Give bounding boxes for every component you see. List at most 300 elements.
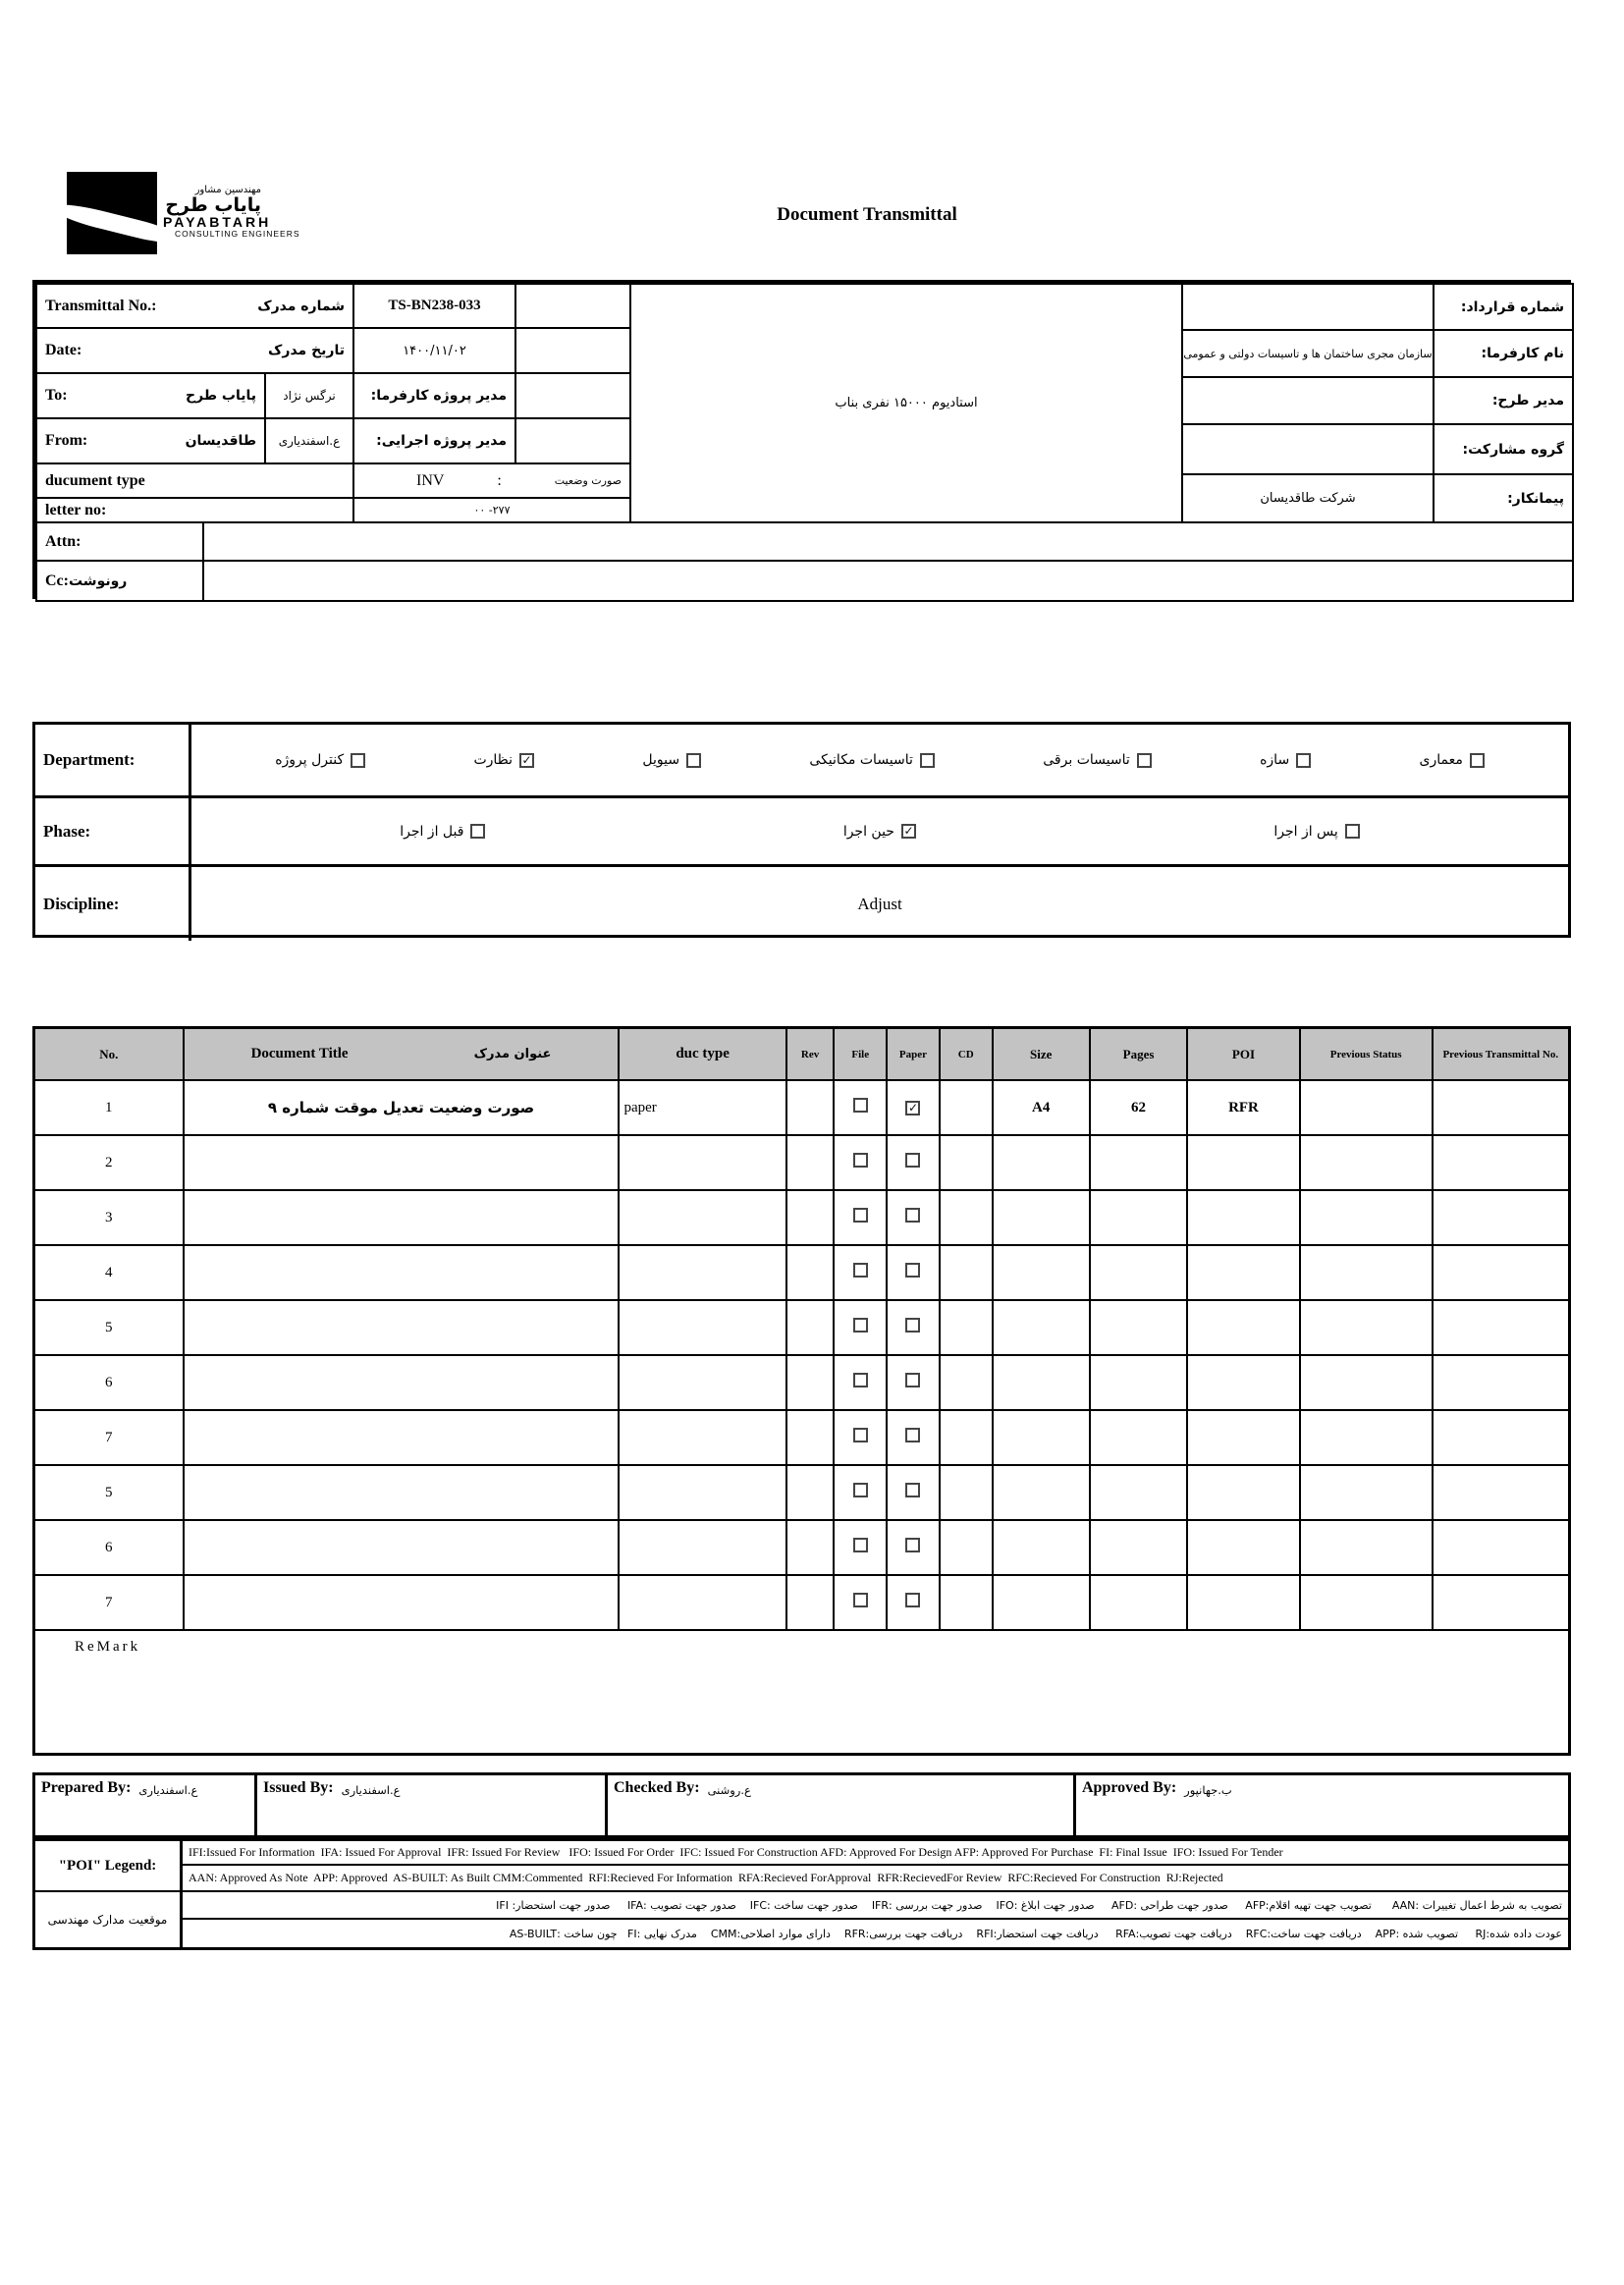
prepared-by-cell: [32, 1772, 257, 1838]
to-row-label: مدیر پروژه کارفرما:: [370, 388, 507, 404]
row-no: 5: [34, 1300, 184, 1355]
department-option-label: معماری: [1419, 752, 1463, 768]
paper-checkbox-cell: [887, 1465, 940, 1520]
row-poi: [1187, 1410, 1300, 1465]
col-prev-status: Previous Status: [1300, 1028, 1433, 1081]
date-label-cell: [35, 327, 354, 374]
row-rev: [786, 1465, 835, 1520]
department-option-label: سازه: [1260, 752, 1290, 768]
phase-label: Phase:: [35, 798, 191, 864]
row-no: 3: [34, 1190, 184, 1245]
col-title: [184, 1028, 620, 1081]
row-rev: [786, 1520, 835, 1575]
file-checkbox-cell: [834, 1245, 887, 1300]
logo-swoosh-icon: [67, 198, 157, 248]
file-checkbox-cell: [834, 1190, 887, 1245]
cc-label: Cc:: [45, 571, 69, 589]
department-option: [473, 752, 534, 768]
row-poi: [1187, 1355, 1300, 1410]
paper-checkbox[interactable]: [905, 1373, 920, 1387]
cc-value-cell: [202, 560, 1574, 602]
transmittal-no-value-cell: [352, 283, 516, 329]
department-checkbox[interactable]: [686, 753, 701, 768]
file-checkbox-cell: [834, 1135, 887, 1190]
col-title-fa: عنوان مدرک: [473, 1047, 552, 1061]
row-document-title: [184, 1135, 620, 1190]
transmittal-no-label-fa: شماره مدرک: [257, 298, 345, 314]
row-prev-transmittal: [1433, 1300, 1570, 1355]
paper-checkbox-cell: [887, 1190, 940, 1245]
department-row: [35, 725, 1568, 798]
row-no: 6: [34, 1520, 184, 1575]
row-pages: [1090, 1465, 1187, 1520]
logo-fa-name: پایاب طرح: [165, 193, 261, 216]
department-checkbox[interactable]: [351, 753, 365, 768]
file-checkbox[interactable]: [853, 1263, 868, 1278]
paper-checkbox[interactable]: [905, 1538, 920, 1552]
row-cd: [940, 1520, 993, 1575]
letter-no-value-cell: [352, 497, 631, 523]
row-size: [993, 1300, 1090, 1355]
row-no: 1: [34, 1080, 184, 1135]
department-checkbox[interactable]: [1137, 753, 1152, 768]
department-option-label: کنترل پروژه: [275, 752, 345, 768]
row-prev-status: [1300, 1520, 1433, 1575]
row-rev: [786, 1575, 835, 1630]
row-duc-type: [619, 1245, 785, 1300]
filter-table: [32, 722, 1571, 938]
paper-checkbox[interactable]: [905, 1428, 920, 1442]
row-duc-type: [619, 1410, 785, 1465]
legend-section: [32, 1838, 1571, 1950]
logo-en-subtitle: CONSULTING ENGINEERS: [175, 229, 300, 240]
department-options: [191, 725, 1568, 795]
file-checkbox[interactable]: [853, 1153, 868, 1168]
attn-label-cell: [35, 521, 204, 562]
row-pages: [1090, 1245, 1187, 1300]
letter-no-value: ۰۰ -۲۷۷: [473, 504, 511, 517]
department-checkbox[interactable]: [920, 753, 935, 768]
remark-row: [34, 1630, 1570, 1755]
date-label-fa: تاریخ مدرک: [268, 343, 345, 358]
row-cd: [940, 1300, 993, 1355]
signature-row: [32, 1772, 1571, 1838]
department-checkbox[interactable]: [1470, 753, 1485, 768]
discipline-row: [35, 867, 1568, 941]
phase-option: [843, 824, 916, 840]
row-rev: [786, 1190, 835, 1245]
file-checkbox[interactable]: [853, 1098, 868, 1113]
transmittal-no-value: TS-BN238-033: [388, 298, 481, 313]
poi-legend-label: "POI" Legend:: [35, 1841, 183, 1890]
logo-fa-tagline: مهندسین مشاور: [194, 185, 261, 195]
logo-en-name: PAYABTARH: [163, 214, 272, 231]
project-name: استادیوم ۱۵۰۰۰ نفری بناب: [835, 396, 978, 410]
paper-checkbox-cell: [887, 1520, 940, 1575]
row-pages: [1090, 1135, 1187, 1190]
row-no: 7: [34, 1410, 184, 1465]
paper-checkbox-cell: [887, 1245, 940, 1300]
from-row-label-cell: [352, 417, 516, 464]
row-duc-type: [619, 1300, 785, 1355]
department-option-label: تاسیسات برقی: [1043, 752, 1130, 768]
doc-type-value-cell: [352, 462, 631, 499]
doc-type-fa: صورت وضعیت: [554, 474, 622, 487]
row-prev-status: [1300, 1575, 1433, 1630]
row-document-title: [184, 1575, 620, 1630]
row-document-title: [184, 1300, 620, 1355]
date-value-cell: [352, 327, 516, 374]
row-cd: [940, 1355, 993, 1410]
empty-cell: [514, 417, 631, 464]
table-row: [34, 1575, 1570, 1630]
file-checkbox[interactable]: [853, 1428, 868, 1442]
discipline-value: Adjust: [857, 894, 902, 913]
row-size: [993, 1575, 1090, 1630]
row-poi: [1187, 1520, 1300, 1575]
to-row-label-cell: [352, 372, 516, 419]
paper-checkbox-cell: [887, 1575, 940, 1630]
row-cd: [940, 1410, 993, 1465]
paper-checkbox-cell: [887, 1135, 940, 1190]
paper-checkbox[interactable]: [905, 1153, 920, 1168]
department-option: [809, 752, 935, 768]
col-title-en: Document Title: [250, 1046, 349, 1061]
paper-checkbox[interactable]: [905, 1208, 920, 1223]
phase-option: [400, 824, 485, 840]
row-document-title: [184, 1520, 620, 1575]
department-option-label: نظارت: [473, 752, 514, 768]
row-cd: [940, 1575, 993, 1630]
to-label-cell: [35, 372, 266, 419]
col-prev-transmittal: Previous Transmittal No.: [1433, 1028, 1570, 1081]
col-size: Size: [993, 1028, 1090, 1081]
row-cd: [940, 1245, 993, 1300]
row-pages: [1090, 1300, 1187, 1355]
department-option: [1043, 752, 1151, 768]
empty-cell: [514, 372, 631, 419]
paper-checkbox[interactable]: [905, 1318, 920, 1333]
attn-label: Attn:: [45, 532, 81, 550]
file-checkbox-cell: [834, 1355, 887, 1410]
row-duc-type: [619, 1190, 785, 1245]
client-value: سازمان مجری ساختمان ها و تاسیسات دولتی و عمومی: [1183, 347, 1433, 360]
issued-by-name: ع.اسفندیاری: [341, 1783, 401, 1797]
col-cd: CD: [940, 1028, 993, 1081]
row-no: 5: [34, 1465, 184, 1520]
row-prev-status: [1300, 1080, 1433, 1135]
checked-by-name: ع.روشنی: [707, 1783, 751, 1797]
phase-option-label: پس از اجرا: [1273, 823, 1338, 840]
row-rev: [786, 1410, 835, 1465]
row-rev: [786, 1135, 835, 1190]
row-poi: [1187, 1465, 1300, 1520]
row-size: [993, 1135, 1090, 1190]
file-checkbox-cell: [834, 1080, 887, 1135]
table-row: [34, 1080, 1570, 1135]
department-option: [1260, 752, 1311, 768]
doc-type-label-cell: [35, 462, 354, 499]
phase-options: [191, 798, 1568, 864]
phase-checkbox[interactable]: [1345, 824, 1360, 839]
jv-group-label-cell: [1433, 423, 1574, 475]
row-pages: 62: [1090, 1080, 1187, 1135]
table-row: [34, 1245, 1570, 1300]
row-prev-status: [1300, 1190, 1433, 1245]
row-document-title: [184, 1245, 620, 1300]
row-cd: [940, 1190, 993, 1245]
col-no: No.: [34, 1028, 184, 1081]
row-document-title: [184, 1465, 620, 1520]
col-pages: Pages: [1090, 1028, 1187, 1081]
poi-legend-line1: IFI:Issued For Information IFA: Issued For Approval IFR: Issued For Review IFO: Issued For Order IFC: Issued For Construction AFD: Approved For Design AFP: Approved For Purchase FI: Final Issue IFO: Issued For Tender: [183, 1841, 1568, 1866]
row-no: 7: [34, 1575, 184, 1630]
row-pages: [1090, 1575, 1187, 1630]
empty-cell: [514, 327, 631, 374]
row-prev-transmittal: [1433, 1355, 1570, 1410]
transmittal-no-label: Transmittal No.:: [45, 297, 157, 314]
row-pages: [1090, 1355, 1187, 1410]
prepared-by-name: ع.اسفندیاری: [138, 1783, 198, 1797]
department-option: [1420, 752, 1485, 768]
checked-by-cell: [605, 1772, 1076, 1838]
file-checkbox[interactable]: [853, 1318, 868, 1333]
file-checkbox-cell: [834, 1465, 887, 1520]
page-title: Document Transmittal: [777, 204, 957, 225]
row-duc-type: [619, 1465, 785, 1520]
table-header-row: [34, 1028, 1570, 1081]
row-rev: [786, 1080, 835, 1135]
department-checkbox[interactable]: [1296, 753, 1311, 768]
col-poi: POI: [1187, 1028, 1300, 1081]
row-rev: [786, 1355, 835, 1410]
row-poi: [1187, 1575, 1300, 1630]
logo-text: [163, 172, 300, 239]
row-size: [993, 1245, 1090, 1300]
approved-by-cell: [1073, 1772, 1571, 1838]
row-size: [993, 1410, 1090, 1465]
contractor-label: پیمانکار:: [1507, 490, 1564, 507]
fa-legend-row: [35, 1892, 1568, 1947]
to-person: نرگس نژاد: [283, 389, 336, 403]
client-label-cell: [1433, 329, 1574, 378]
row-poi: RFR: [1187, 1080, 1300, 1135]
transmittal-no-label-cell: [35, 283, 354, 329]
row-prev-status: [1300, 1355, 1433, 1410]
phase-checkbox[interactable]: [901, 824, 916, 839]
row-prev-status: [1300, 1300, 1433, 1355]
paper-checkbox-cell: [887, 1080, 940, 1135]
row-rev: [786, 1245, 835, 1300]
table-row: [34, 1520, 1570, 1575]
phase-option: [1273, 824, 1359, 840]
row-size: [993, 1190, 1090, 1245]
cc-label-fa: رونوشت: [68, 572, 128, 589]
phase-option-label: قبل از اجرا: [400, 823, 464, 840]
paper-checkbox[interactable]: [905, 1263, 920, 1278]
date-value: ۱۴۰۰/۱۱/۰۲: [403, 343, 466, 358]
department-checkbox[interactable]: [519, 753, 534, 768]
row-duc-type: [619, 1520, 785, 1575]
department-option-label: تاسیسات مکانیکی: [809, 752, 913, 768]
from-label: From:: [45, 432, 88, 449]
design-manager-value-cell: [1181, 376, 1435, 425]
to-value: پایاب طرح: [186, 388, 256, 404]
issued-by-label: Issued By:: [263, 1779, 334, 1796]
from-person: ع.اسفندیاری: [278, 434, 341, 448]
paper-checkbox-cell: [887, 1300, 940, 1355]
jv-group-value-cell: [1181, 423, 1435, 475]
row-prev-transmittal: [1433, 1190, 1570, 1245]
row-prev-status: [1300, 1410, 1433, 1465]
table-row: [34, 1135, 1570, 1190]
contractor-value-cell: [1181, 473, 1435, 523]
col-duc-type: duc type: [619, 1028, 785, 1081]
from-person-cell: [264, 417, 354, 464]
row-cd: [940, 1080, 993, 1135]
row-prev-transmittal: [1433, 1245, 1570, 1300]
table-row: [34, 1355, 1570, 1410]
to-person-cell: [264, 372, 354, 419]
row-poi: [1187, 1135, 1300, 1190]
remark-label: ReMark: [34, 1630, 1570, 1755]
logo-mark-icon: [67, 172, 157, 254]
file-checkbox[interactable]: [853, 1483, 868, 1497]
from-row-label: مدیر پروژه اجرایی:: [376, 433, 507, 449]
fa-legend-line2: عودت داده شده:RJ تصویب شده :APP دریافت جهت ساخت:RFC دریافت جهت تصویب:RFA دریافت جهت استحضار:RFI دریافت جهت بررسی:RFR دارای موارد اصلاحی:CMM مدرک نهایی :FI چون ساخت :AS-BUILT: [509, 1927, 1562, 1940]
row-no: 6: [34, 1355, 184, 1410]
phase-checkbox[interactable]: [470, 824, 485, 839]
row-poi: [1187, 1245, 1300, 1300]
file-checkbox[interactable]: [853, 1593, 868, 1607]
design-manager-label: مدیر طرح:: [1491, 393, 1564, 408]
row-duc-type: paper: [619, 1080, 785, 1135]
row-document-title: صورت وضعیت تعدیل موقت شماره ۹: [184, 1080, 620, 1135]
paper-checkbox[interactable]: [905, 1483, 920, 1497]
row-no: 4: [34, 1245, 184, 1300]
project-name-cell: [629, 283, 1183, 523]
row-prev-status: [1300, 1135, 1433, 1190]
file-checkbox-cell: [834, 1575, 887, 1630]
table-row: [34, 1410, 1570, 1465]
row-size: [993, 1355, 1090, 1410]
doc-type-label: ducument type: [45, 471, 145, 489]
contract-no-label-cell: [1433, 283, 1574, 331]
row-prev-transmittal: [1433, 1520, 1570, 1575]
fa-legend-label: موقعیت مدارک مهندسی: [35, 1892, 183, 1947]
fa-legend-line1: تصویب به شرط اعمال تغییرات :AAN تصویب جهت تهیه اقلام:AFP صدور جهت طراحی :AFD صدور جهت ابلاغ :IFO صدور جهت بررسی :IFR صدور جهت ساخت :IFC صدور جهت تصویب :IFA صدور جهت استحضار: IFI: [183, 1892, 1568, 1920]
prepared-by-label: Prepared By:: [41, 1779, 132, 1796]
row-size: [993, 1465, 1090, 1520]
paper-checkbox[interactable]: [905, 1101, 920, 1115]
col-rev: Rev: [786, 1028, 835, 1081]
department-option: [642, 752, 701, 768]
from-label-cell: [35, 417, 266, 464]
paper-checkbox-cell: [887, 1355, 940, 1410]
contractor-label-cell: [1433, 473, 1574, 523]
cc-label-cell: [35, 560, 204, 602]
paper-checkbox[interactable]: [905, 1593, 920, 1607]
letter-no-label-cell: [35, 497, 354, 523]
approved-by-name: ب.جهانپور: [1184, 1783, 1232, 1797]
row-cd: [940, 1465, 993, 1520]
company-logo: [67, 172, 300, 260]
row-poi: [1187, 1300, 1300, 1355]
file-checkbox-cell: [834, 1410, 887, 1465]
col-paper: Paper: [887, 1028, 940, 1081]
row-prev-transmittal: [1433, 1080, 1570, 1135]
row-prev-transmittal: [1433, 1575, 1570, 1630]
phase-row: [35, 798, 1568, 867]
approved-by-label: Approved By:: [1082, 1779, 1177, 1796]
row-duc-type: [619, 1135, 785, 1190]
from-value: طاقدیسان: [185, 433, 256, 449]
row-size: A4: [993, 1080, 1090, 1135]
design-manager-label-cell: [1433, 376, 1574, 425]
row-pages: [1090, 1410, 1187, 1465]
row-prev-transmittal: [1433, 1465, 1570, 1520]
row-cd: [940, 1135, 993, 1190]
row-duc-type: [619, 1575, 785, 1630]
row-pages: [1090, 1190, 1187, 1245]
info-table: [32, 280, 1571, 599]
jv-group-label: گروه مشارکت:: [1462, 441, 1564, 458]
department-label: Department:: [35, 725, 191, 795]
table-row: [34, 1465, 1570, 1520]
poi-legend-line2: AAN: Approved As Note APP: Approved AS-BUILT: As Built CMM:Commented RFI:Recieved For Information RFA:Recieved ForApproval RFR:RecievedFor Review RFC:Recieved For Construction RJ:Rejected: [189, 1871, 1223, 1884]
issued-by-cell: [254, 1772, 608, 1838]
row-poi: [1187, 1190, 1300, 1245]
row-document-title: [184, 1190, 620, 1245]
row-pages: [1090, 1520, 1187, 1575]
file-checkbox[interactable]: [853, 1373, 868, 1387]
letter-no-label: letter no:: [45, 501, 107, 518]
row-prev-status: [1300, 1245, 1433, 1300]
file-checkbox[interactable]: [853, 1538, 868, 1552]
contract-no-value-cell: [1181, 283, 1435, 331]
row-prev-transmittal: [1433, 1410, 1570, 1465]
date-label: Date:: [45, 342, 82, 358]
checked-by-label: Checked By:: [614, 1779, 700, 1796]
document-list-table: [32, 1026, 1571, 1756]
to-label: To:: [45, 387, 68, 404]
doc-type-value: INV: [416, 471, 445, 489]
file-checkbox-cell: [834, 1520, 887, 1575]
department-option-label: سیویل: [642, 752, 680, 768]
table-row: [34, 1300, 1570, 1355]
contract-no-label: شماره قرارداد:: [1460, 299, 1564, 315]
empty-cell: [514, 283, 631, 329]
form-sheet: [32, 128, 1571, 2190]
department-option: [275, 752, 365, 768]
row-prev-status: [1300, 1465, 1433, 1520]
col-file: File: [834, 1028, 887, 1081]
row-prev-transmittal: [1433, 1135, 1570, 1190]
phase-option-label: حین اجرا: [842, 823, 894, 840]
file-checkbox-cell: [834, 1300, 887, 1355]
client-label: نام کارفرما:: [1481, 346, 1564, 361]
row-duc-type: [619, 1355, 785, 1410]
discipline-label: Discipline:: [35, 867, 191, 941]
row-no: 2: [34, 1135, 184, 1190]
attn-value-cell: [202, 521, 1574, 562]
doc-type-colon: :: [497, 471, 502, 489]
contractor-value: شرکت طاقدیسان: [1260, 491, 1356, 506]
table-row: [34, 1190, 1570, 1245]
row-document-title: [184, 1410, 620, 1465]
file-checkbox[interactable]: [853, 1208, 868, 1223]
row-document-title: [184, 1355, 620, 1410]
